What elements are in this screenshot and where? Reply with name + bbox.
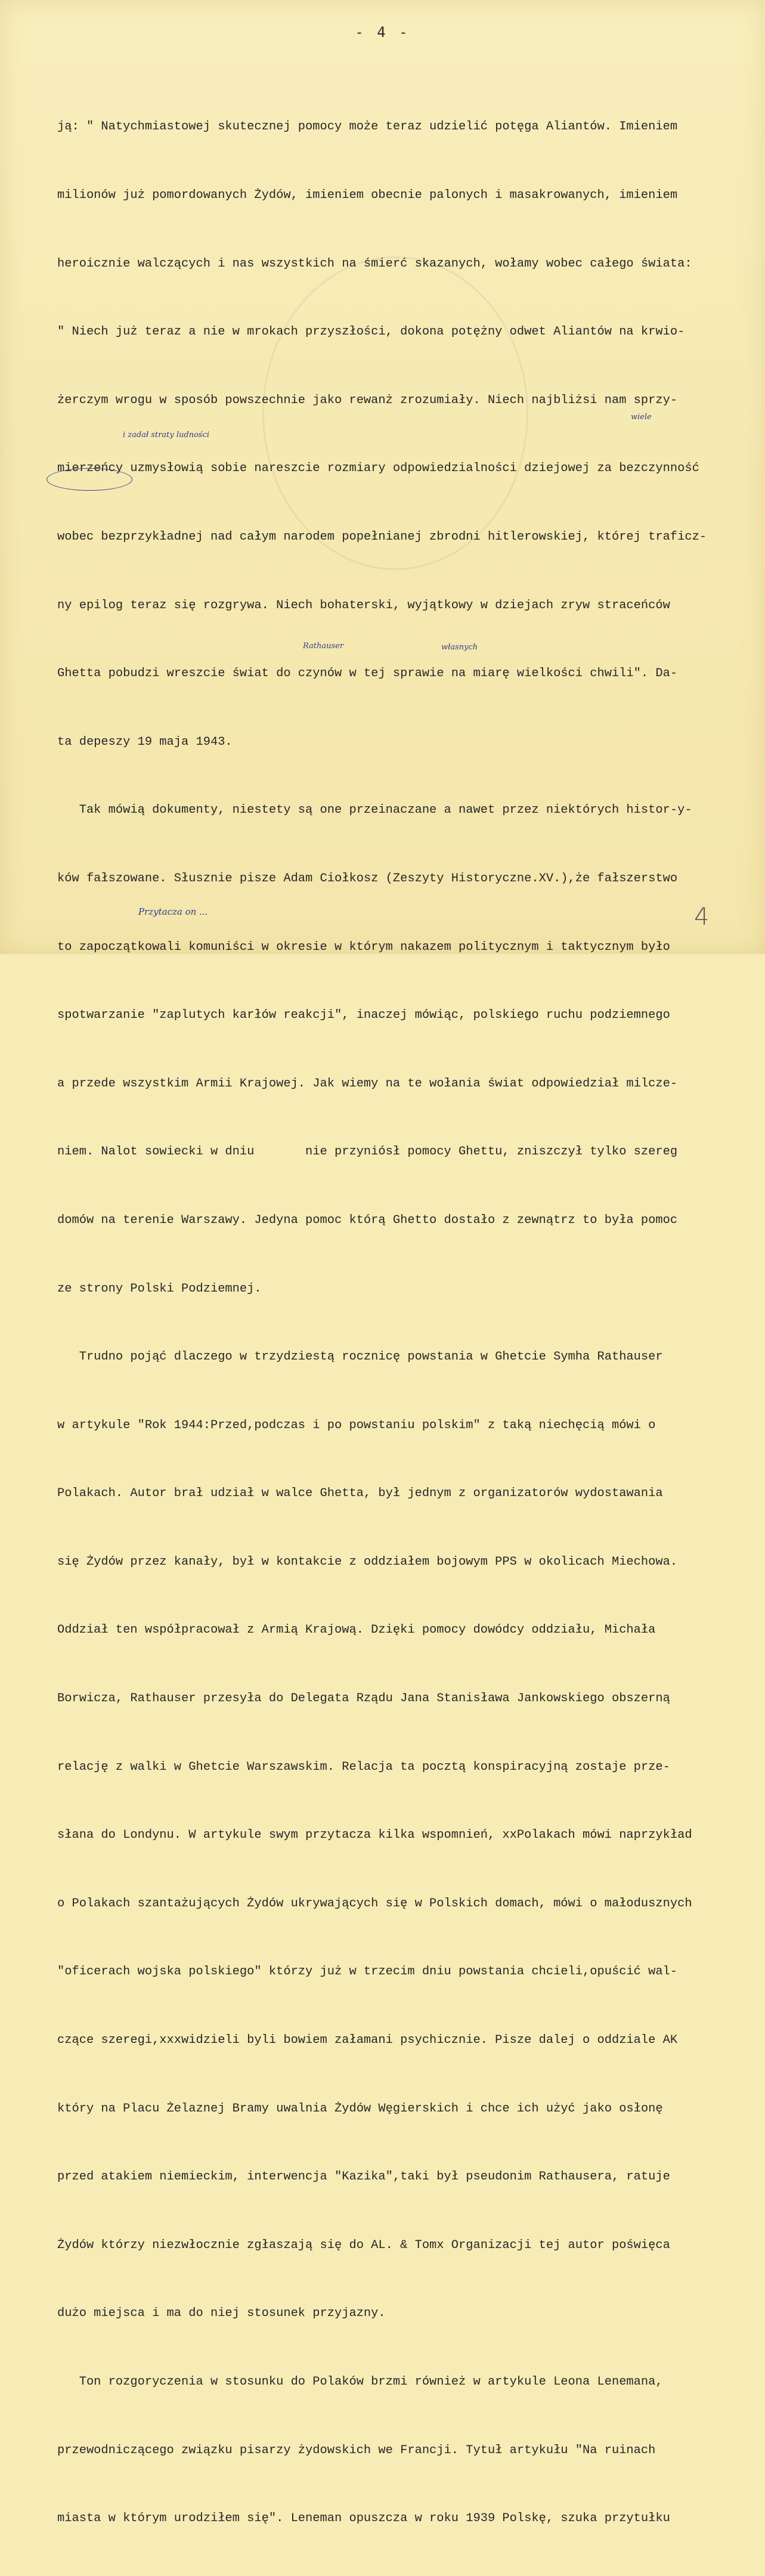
text-line: Tak mówią dokumenty, niestety są one przeinaczane a nawet przez niektórych histor-y- — [57, 803, 692, 818]
text-line: mierzeńcy uzmysłowią sobie nareszcie rozmiary odpowiedzialności dziejowej za bezczynność — [57, 462, 699, 476]
handwritten-annotation: własnych — [441, 643, 478, 652]
text-line: żerczym wrogu w sposób powszechnie jako rewanż zrozumiały. Niech najbliżsi nam sprzy- — [57, 393, 678, 407]
text-line: wobec bezprzykładnej nad całym narodem popełnianej zbrodni hitlerowskiej, której traficz- — [57, 530, 707, 544]
text-line: który na Placu Żelaznej Bramy uwalnia Żydów Węgierskich i chce ich użyć jako osłonę — [57, 2101, 663, 2116]
text-line: Ghetta pobudzi wreszcie świat do czynów w tej sprawie na miarę wielkości chwili". Da- — [57, 667, 678, 681]
text-line: się Żydów przez kanały, był w kontakcie z oddziałem bojowym PPS w okolicach Miechowa. — [57, 1555, 678, 1569]
handwritten-annotation: Rathauser — [303, 642, 344, 651]
text-line: Oddział ten współpracował z Armią Krajową. Dzięki pomocy dowódcy oddziału, Michała — [57, 1623, 656, 1637]
text-line: ją: " Natychmiastowej skutecznej pomocy może teraz udzielić potęga Aliantów. Imieniem — [57, 120, 678, 134]
text-line: o Polakach szantażujących Żydów ukrywających się w Polskich domach, mówi o małodusznych — [57, 1896, 692, 1911]
text-line: ze strony Polski Podziemnej. — [57, 1281, 262, 1296]
text-line: przewodniczącego związku pisarzy żydowskich we Francji. Tytuł artykułu "Na ruinach — [57, 2443, 656, 2457]
handwritten-annotation: i zadał straty ludności — [123, 431, 210, 439]
text-line: przed atakiem niemieckim, interwencja "Kazika",taki był pseudonim Rathausera, ratuje — [57, 2170, 670, 2184]
text-line: miasta w którym urodziłem się". Leneman opuszcza w roku 1939 Polskę, szuka przytułku — [57, 2512, 670, 2526]
text-line: dużo miejsca i ma do niej stosunek przyjazny. — [57, 2306, 386, 2321]
text-line: "oficerach wojska polskiego" którzy już w trzecim dniu powstania chcieli,opuścić wal- — [57, 1965, 678, 1979]
text-line: milionów już pomordowanych Żydów, imieniem obecnie palonych i masakrowanych, imieniem — [57, 188, 678, 202]
text-line: w artykule "Rok 1944:Przed,podczas i po powstaniu polskim" z taką niechęcią mówi o — [57, 1418, 656, 1432]
text-line: relację z walki w Ghetcie Warszawskim. Relacja ta pocztą konspiracyjną zostaje prze- — [57, 1760, 670, 1774]
text-line: heroicznie walczących i nas wszystkich na śmierć skazanych, wołamy wobec całego świata: — [57, 256, 692, 271]
text-line: domów na terenie Warszawy. Jedyna pomoc którą Ghetto dostało z zewnątrz to była pomoc — [57, 1213, 678, 1227]
page-number: - 4 - — [355, 24, 410, 41]
text-line: niem. Nalot sowiecki w dniu nie przyniósł pomocy Ghettu, zniszczył tylko szereg — [57, 1145, 678, 1159]
text-line: Borwicza, Rathauser przesyła do Delegata Rządu Jana Stanisława Jankowskiego obszerną — [57, 1692, 670, 1706]
text-line: to zapoczątkowali komuniści w okresie w którym nakazem politycznym i taktycznym było — [57, 940, 670, 954]
pen-circle-mark — [47, 468, 132, 491]
text-line: " Niech już teraz a nie w mrokach przyszłości, dokona potężny odwet Aliantów na krwio- — [57, 325, 685, 339]
handwritten-annotation: wiele — [631, 413, 652, 422]
text-line: czące szeregi,xxxwidzieli byli bowiem załamani psychicznie. Pisze dalej o oddziale AK — [57, 2033, 678, 2048]
text-line: Trudno pojąć dlaczego w trzydziestą rocznicę powstania w Ghetcie Symha Rathauser — [57, 1350, 663, 1364]
text-line: słana do Londynu. W artykule swym przytacza kilka wspomnień, xxPolakach mówi naprzykład — [57, 1828, 692, 1843]
text-line: Żydów którzy niezwłocznie zgłaszają się do AL. & Tomx Organizacji tej autor poświęca — [57, 2238, 670, 2252]
handwritten-footer-note: Przytacza on ... — [138, 906, 208, 917]
typed-text-body — [57, 70, 749, 2576]
text-line: Ton rozgoryczenia w stosunku do Polaków brzmi również w artykule Leona Lenemana, — [57, 2375, 663, 2389]
text-line: ta depeszy 19 maja 1943. — [57, 735, 233, 749]
text-line: spotwarzanie "zaplutych karłów reakcji", inaczej mówiąc, polskiego ruchu podziemnego — [57, 1008, 670, 1023]
text-line: a przede wszystkim Armii Krajowej. Jak wiemy na te wołania świat odpowiedział milcze- — [57, 1076, 678, 1091]
text-line: ków fałszowane. Słusznie pisze Adam Ciołkosz (Zeszyty Historyczne.XV.),że fałszerstwo — [57, 871, 678, 886]
text-line: Polakach. Autor brał udział w walce Ghetta, był jednym z organizatorów wydostawania — [57, 1487, 663, 1501]
corner-page-number: 4 — [694, 903, 710, 931]
text-line: ny epilog teraz się rozgrywa. Niech bohaterski, wyjątkowy w dziejach zryw straceńców — [57, 598, 670, 612]
